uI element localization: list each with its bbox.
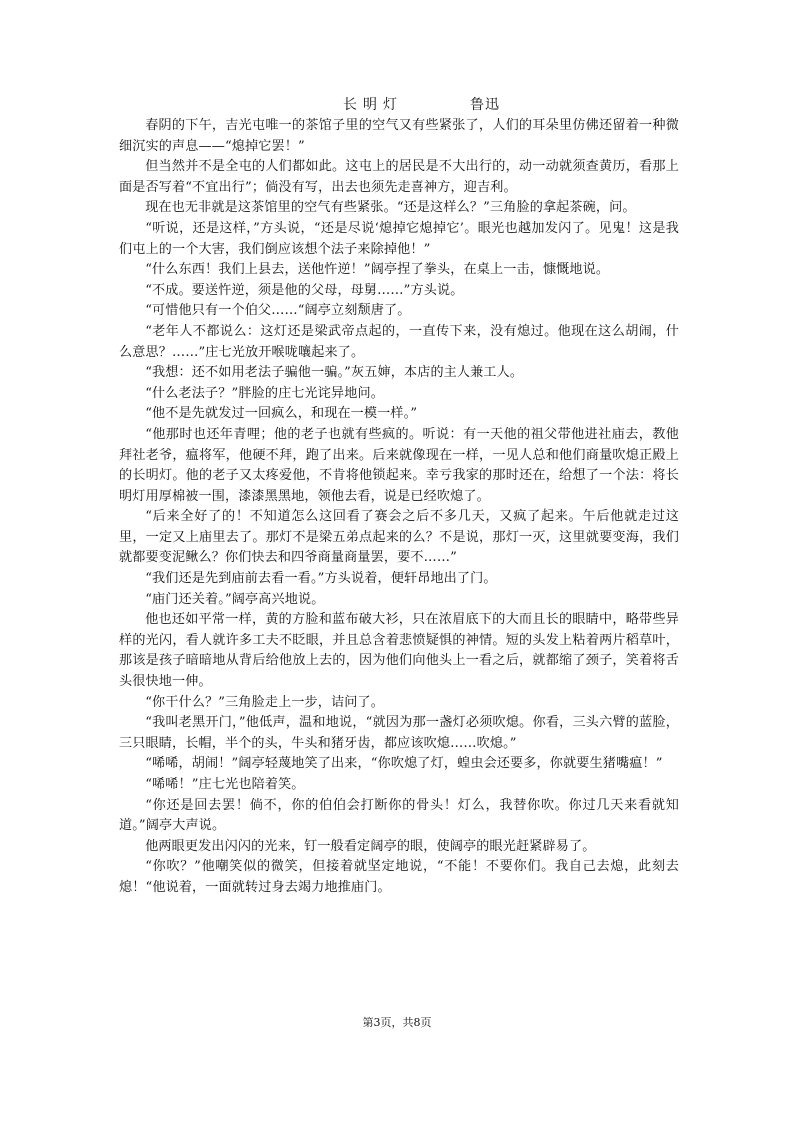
paragraph: 他也还如平常一样，黄的方脸和蓝布破大衫，只在浓眉底下的大而且长的眼睛中，略带些异样的光闪，看人就许多工夫不眨眼，并且总含着悲愤疑惧的神情。短的头发上粘着两片稻草叶，那该是孩子暗暗地从背后给他放上去的，因为他们向他头上一看之后，就都缩了颈子，笑着将舌头很快地一伸。 xyxy=(119,612,679,690)
paragraph: “老年人不都说么：这灯还是梁武帝点起的，一直传下来，没有熄过。他现在这么胡闹，什么意思？……”庄七光放开喉咙嚷起来了。 xyxy=(119,323,679,360)
paragraph: “听说，还是这样，”方头说，“还是尽说‘熄掉它熄掉它’。眼光也越加发闪了。见鬼！这是我们屯上的一个大害，我们倒应该想个法子来除掉他！” xyxy=(119,220,679,257)
paragraph: “什么老法子？”胖脸的庄七光诧异地问。 xyxy=(145,385,385,401)
paragraph: “你干什么？”三角脸走上一步，诘问了。 xyxy=(145,694,385,710)
paragraph: 但当然并不是全屯的人们都如此。这屯上的居民是不大出行的，动一动就须查黄历，看那上面是否写着“不宜出行”；倘没有写，出去也须先走喜神方，迎吉利。 xyxy=(119,159,679,195)
paragraph: “后来全好了的！不知道怎么这回看了赛会之后不多几天，又疯了起来。午后他就走过这里，一定又上庙里去了。那灯不是梁五弟点起来的么？不是说，那灯一灭，这里就要变海，我们就都要变泥鳅么？你们快去和四爷商量商量罢，要不……” xyxy=(119,509,679,566)
article-author: 鲁迅 xyxy=(470,97,500,113)
paragraph: “庙门还关着。”阔亭高兴地说。 xyxy=(145,591,325,607)
paragraph: “唏唏！”庄七光也陪着笑。 xyxy=(145,777,305,792)
paragraph: 他两眼更发出闪闪的光来，钉一般看定阔亭的眼，使阔亭的眼光赶紧辟易了。 xyxy=(145,838,596,854)
paragraph: “你吹？”他嘲笑似的微笑，但接着就坚定地说，“不能！不要你们。我自己去熄，此刻去熄！“他说着，一面就转过身去竭力地推庙门。 xyxy=(119,859,679,895)
paragraph: “我叫老黑开门，”他低声，温和地说，“就因为那一盏灯必须吹熄。你看，三头六臂的蓝脸，三只眼睛，长帽，半个的头，牛头和猪牙齿，都应该吹熄……吹熄。” xyxy=(119,715,679,751)
paragraph: “我想：还不如用老法子骗他一骗。”灰五婶，本店的主人兼工人。 xyxy=(145,365,524,381)
paragraph: “什么东西！我们上县去，送他忤逆！”阔亭捏了拳头，在桌上一击，慷慨地说。 xyxy=(145,262,610,278)
paragraph: “他不是先就发过一回疯么，和现在一模一样。” xyxy=(145,406,418,422)
paragraph: 春阴的下午，吉光屯唯一的茶馆子里的空气又有些紧张了，人们的耳朵里仿佛还留着一种微细沉实的声息——“熄掉它罢！” xyxy=(119,118,679,154)
page-number-footer: 第3页，共8页 xyxy=(362,1016,432,1029)
paragraph: “他那时也还年青哩；他的老子也就有些疯的。听说：有一天他的祖父带他进社庙去，教他拜社老爷，瘟将军，他硬不拜，跑了出来。后来就像现在一样，一见人总和他们商量吹熄正殿上的长明灯。他的老子又太疼爱他，不肯将他锁起来。幸亏我家的那时还在，给想了一个法：将长明灯用厚棉被一围，漆漆黑黑地，领他去看，说是已经吹熄了。 xyxy=(119,426,679,504)
paragraph: “可惜他只有一个伯父……“阔亭立刻颓唐了。 xyxy=(145,303,411,319)
paragraph: “我们还是先到庙前去看一看。”方头说着，便轩昂地出了门。 xyxy=(145,571,497,587)
paragraph: “唏唏，胡闹！”阔亭轻蔑地笑了出来，“你吹熄了灯，蝗虫会还要多，你就要生猪嘴瘟！” xyxy=(145,756,663,772)
paragraph: “你还是回去罢！倘不，你的伯伯会打断你的骨头！灯么，我替你吹。你过几天来看就知道。”阔亭大声说。 xyxy=(119,797,679,834)
article-body xyxy=(119,116,679,899)
article-title: 长明灯 xyxy=(343,97,403,113)
paragraph: “不成。要送忤逆，须是他的父母，母舅……”方头说。 xyxy=(145,282,464,298)
title-row xyxy=(0,95,794,117)
paragraph: 现在也无非就是这茶馆里的空气有些紧张。“还是这样么？”三角脸的拿起茶碗，问。 xyxy=(145,200,636,216)
